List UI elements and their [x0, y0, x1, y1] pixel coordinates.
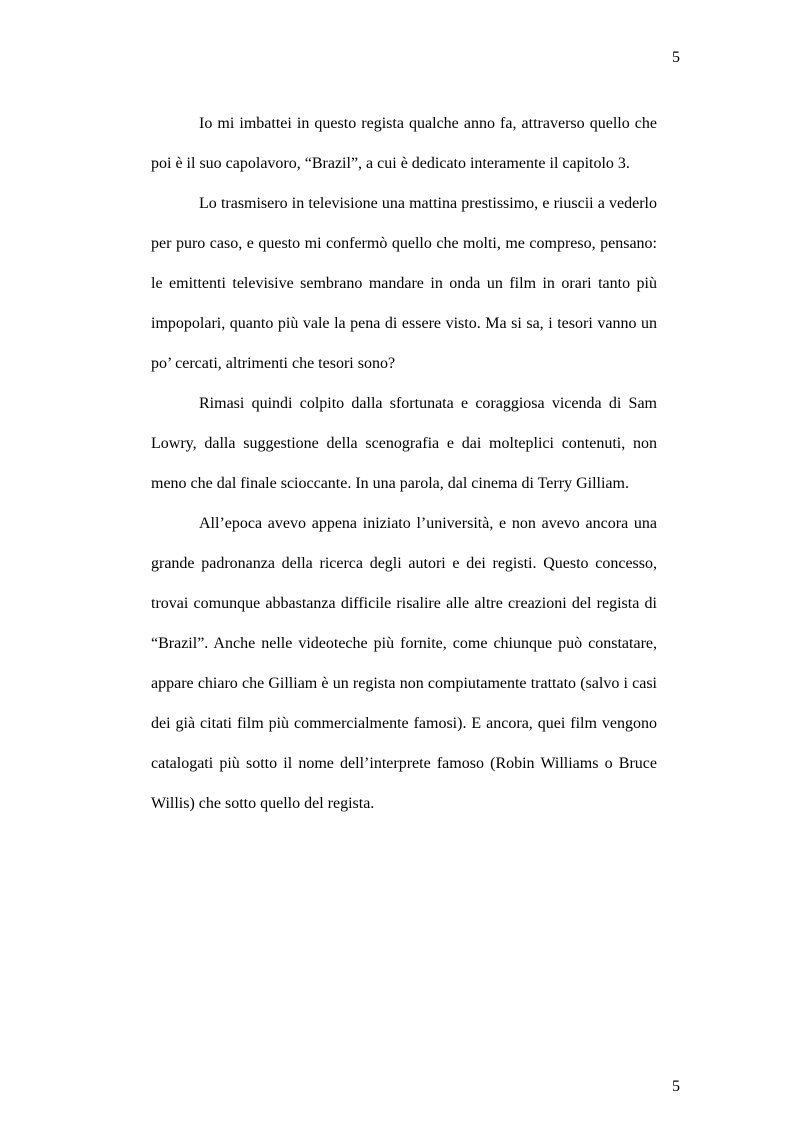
paragraph-4: All’epoca avevo appena iniziato l’università, e non avevo ancora una grande padronanza della ricerca degli autori e dei registi. Questo concesso, trovai comunque abbastanza difficile risalire alle altre creazioni del regista di “Brazil”. Anche nelle videoteche più fornite, come chiunque può constatare, appare chiaro che Gilliam è un regista non compiutamente trattato (salvo i casi dei già citati film più commercialmente famosi). E ancora, quei film vengono catalogati più sotto il nome dell’interprete famoso (Robin Williams o Bruce Willis) che sotto quello del regista.	[151, 515, 657, 812]
page-number-bottom: 5	[672, 1078, 680, 1095]
document-body	[151, 104, 657, 824]
paragraph-2: Lo trasmisero in televisione una mattina prestissimo, e riuscii a vederlo per puro caso, e questo mi confermò quello che molti, me compreso, pensano: le emittenti televisive sembrano mandare in onda un film in orari tanto più impopolari, quanto più vale la pena di essere visto. Ma si sa, i tesori vanno un po’ cercati, altrimenti che tesori sono?	[151, 195, 657, 372]
page-number-top: 5	[672, 49, 680, 66]
paragraph-1: Io mi imbattei in questo regista qualche anno fa, attraverso quello che poi è il suo capolavoro, “Brazil”, a cui è dedicato interamente il capitolo 3.	[151, 115, 657, 172]
paragraph-3: Rimasi quindi colpito dalla sfortunata e coraggiosa vicenda di Sam Lowry, dalla suggestione della scenografia e dai molteplici contenuti, non meno che dal finale scioccante. In una parola, dal cinema di Terry Gilliam.	[151, 395, 657, 492]
